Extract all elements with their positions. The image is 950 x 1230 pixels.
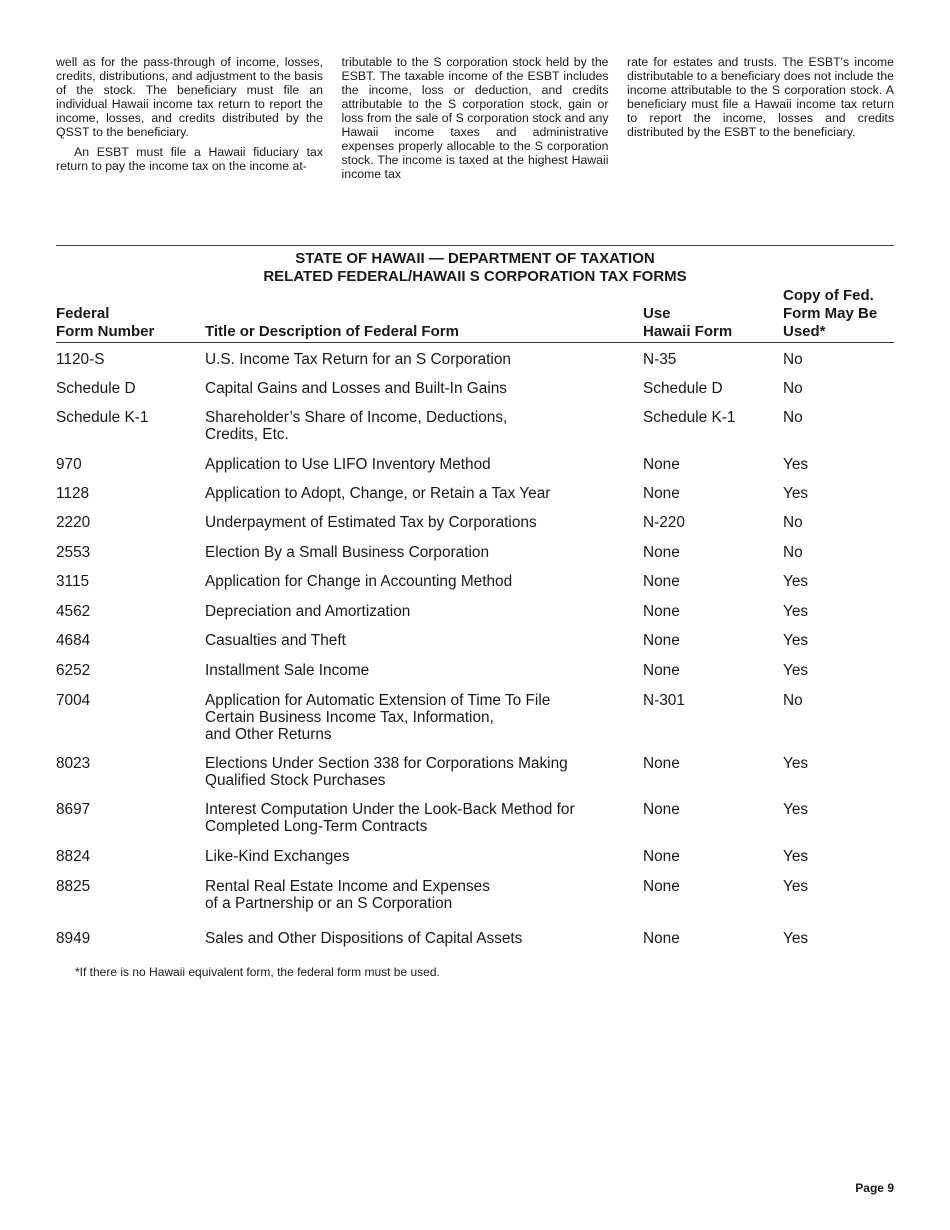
cell-hawaii-form: N-35 <box>643 351 677 368</box>
cell-hawaii-form: None <box>643 848 680 865</box>
intro-column-2 <box>342 55 609 181</box>
table-row <box>56 662 894 692</box>
header-copy-fed-form <box>783 287 877 341</box>
table-row <box>56 755 894 801</box>
header-line: Form Number <box>56 323 155 340</box>
cell-form-title <box>205 380 615 397</box>
cell-hawaii-form: None <box>643 544 680 561</box>
header-line: Used* <box>783 323 826 340</box>
cell-copy-allowed: Yes <box>783 801 809 818</box>
cell-title-line: Casualties and Theft <box>205 632 346 649</box>
cell-copy-allowed: No <box>783 380 803 397</box>
cell-title-line: and Other Returns <box>205 726 332 743</box>
cell-title-line: Rental Real Estate Income and Expenses <box>205 878 490 895</box>
header-line: Use <box>643 305 671 322</box>
cell-form-number: 3115 <box>56 573 90 590</box>
table-row <box>56 351 894 380</box>
cell-title-line: Like-Kind Exchanges <box>205 848 350 865</box>
cell-copy-allowed: Yes <box>783 603 809 620</box>
header-line: Copy of Fed. <box>783 287 874 304</box>
cell-copy-allowed: No <box>783 692 803 709</box>
cell-form-number: 2553 <box>56 544 91 561</box>
page-number: Page 9 <box>855 1181 894 1195</box>
cell-form-number: Schedule D <box>56 380 136 397</box>
table-row <box>56 930 894 960</box>
intro-text-columns <box>56 55 894 181</box>
table-row <box>56 801 894 848</box>
cell-form-number: 1120-S <box>56 351 105 368</box>
cell-form-number: 8824 <box>56 848 91 865</box>
cell-form-title <box>205 603 615 620</box>
cell-hawaii-form: N-301 <box>643 692 685 709</box>
cell-hawaii-form: Schedule D <box>643 380 723 397</box>
cell-hawaii-form: None <box>643 603 680 620</box>
header-title-description <box>205 323 459 341</box>
cell-copy-allowed: No <box>783 514 803 531</box>
table-row <box>56 544 894 573</box>
cell-form-number: 2220 <box>56 514 91 531</box>
cell-hawaii-form: None <box>643 878 680 895</box>
cell-title-line: of a Partnership or an S Corporation <box>205 895 453 912</box>
table-row <box>56 573 894 603</box>
cell-form-title <box>205 930 615 947</box>
section-divider <box>56 245 894 246</box>
intro-column-3 <box>627 55 894 181</box>
cell-title-line: Interest Computation Under the Look-Back Method for <box>205 801 575 818</box>
cell-title-line: Election By a Small Business Corporation <box>205 544 490 561</box>
header-federal-form-number <box>56 305 154 341</box>
intro-paragraph: An ESBT must file a Hawaii fiduciary tax return to pay the income tax on the income at- <box>56 145 323 173</box>
table-row <box>56 485 894 514</box>
table-row <box>56 380 894 409</box>
cell-form-title <box>205 632 615 649</box>
cell-title-line: Certain Business Income Tax, Information, <box>205 709 494 726</box>
table-row <box>56 514 894 544</box>
intro-column-1 <box>56 55 323 181</box>
cell-form-title <box>205 692 615 743</box>
cell-form-number: 970 <box>56 456 82 473</box>
cell-form-number: 7004 <box>56 692 91 709</box>
cell-hawaii-form: None <box>643 573 680 590</box>
table-body <box>56 351 894 960</box>
cell-hawaii-form: None <box>643 456 680 473</box>
cell-title-line: Application for Change in Accounting Method <box>205 573 513 590</box>
cell-title-line: Installment Sale Income <box>205 662 370 679</box>
cell-title-line: Completed Long-Term Contracts <box>205 818 428 835</box>
header-line: Form May Be <box>783 305 878 322</box>
cell-copy-allowed: Yes <box>783 573 809 590</box>
table-row <box>56 409 894 456</box>
cell-title-line: Shareholder’s Share of Income, Deductions, <box>205 409 508 426</box>
cell-copy-allowed: Yes <box>783 456 809 473</box>
cell-copy-allowed: No <box>783 409 803 426</box>
cell-form-number: 4562 <box>56 603 91 620</box>
cell-form-number: 8697 <box>56 801 91 818</box>
cell-title-line: Depreciation and Amortization <box>205 603 411 620</box>
cell-copy-allowed: No <box>783 544 803 561</box>
cell-copy-allowed: Yes <box>783 848 809 865</box>
cell-hawaii-form: N-220 <box>643 514 685 531</box>
cell-hawaii-form: None <box>643 485 680 502</box>
cell-form-number: 8023 <box>56 755 91 772</box>
cell-form-number: 8949 <box>56 930 91 947</box>
cell-copy-allowed: Yes <box>783 755 809 772</box>
cell-hawaii-form: None <box>643 801 680 818</box>
cell-title-line: Credits, Etc. <box>205 426 289 443</box>
cell-form-number: 8825 <box>56 878 91 895</box>
cell-title-line: Elections Under Section 338 for Corporations Making <box>205 755 568 772</box>
cell-title-line: Application to Adopt, Change, or Retain a Tax Year <box>205 485 551 502</box>
cell-copy-allowed: Yes <box>783 930 809 947</box>
cell-form-title <box>205 662 615 679</box>
header-use-hawaii-form <box>643 305 732 341</box>
table-header <box>56 288 894 343</box>
cell-form-title <box>205 573 615 590</box>
table-row <box>56 632 894 662</box>
cell-hawaii-form: Schedule K-1 <box>643 409 736 426</box>
cell-form-title <box>205 456 615 473</box>
cell-title-line: Application for Automatic Extension of Time To File <box>205 692 551 709</box>
cell-title-line: Underpayment of Estimated Tax by Corporations <box>205 514 537 531</box>
table-row <box>56 456 894 485</box>
intro-paragraph: rate for estates and trusts. The ESBT's income distributable to a beneficiary does not include the income attributable to the S corporation stock. A beneficiary must file a Hawaii income tax return to report the income, losses and credits distributed by the ESBT to the beneficiary. <box>627 55 894 139</box>
cell-hawaii-form: None <box>643 662 680 679</box>
cell-title-line: Qualified Stock Purchases <box>205 772 386 789</box>
cell-form-title <box>205 485 615 502</box>
table-row <box>56 878 894 930</box>
cell-form-title <box>205 848 615 865</box>
cell-form-number: Schedule K-1 <box>56 409 149 426</box>
cell-copy-allowed: No <box>783 351 803 368</box>
table-row <box>56 848 894 878</box>
table-title-line-1: STATE OF HAWAII — DEPARTMENT OF TAXATION <box>295 250 655 267</box>
cell-copy-allowed: Yes <box>783 632 809 649</box>
header-line: Title or Description of Federal Form <box>205 323 459 340</box>
table-footnote: *If there is no Hawaii equivalent form, the federal form must be used. <box>75 965 440 979</box>
intro-paragraph: tributable to the S corporation stock held by the ESBT. The taxable income of the ESBT includes the income, loss or deduction, and credits attributable to the S corporation stock, gain or loss from the sale of S corporation stock and any Hawaii income taxes and administrative expenses properly allocable to the S corporation stock. The income is taxed at the highest Hawaii income tax <box>341 55 609 181</box>
cell-hawaii-form: None <box>643 755 680 772</box>
table-row <box>56 603 894 632</box>
cell-form-title <box>205 801 615 835</box>
header-line: Federal <box>56 305 110 322</box>
cell-form-number: 6252 <box>56 662 91 679</box>
table-title-line-2: RELATED FEDERAL/HAWAII S CORPORATION TAX FORMS <box>263 268 687 285</box>
cell-hawaii-form: None <box>643 930 680 947</box>
cell-copy-allowed: Yes <box>783 662 809 679</box>
cell-form-title <box>205 409 615 443</box>
cell-form-title <box>205 755 615 789</box>
cell-copy-allowed: Yes <box>783 485 809 502</box>
cell-form-number: 1128 <box>56 485 90 502</box>
table-title <box>56 250 894 286</box>
cell-form-title <box>205 544 615 561</box>
table-row <box>56 692 894 755</box>
intro-paragraph: well as for the pass-through of income, losses, credits, distributions, and adjustment to the basis of the stock. The beneficiary must file an individual Hawaii income tax return to report the income, losses, and credits distributed by the QSST to the beneficiary. <box>56 55 323 139</box>
cell-title-line: Capital Gains and Losses and Built-In Gains <box>205 380 507 397</box>
cell-form-title <box>205 878 615 912</box>
cell-copy-allowed: Yes <box>783 878 809 895</box>
cell-form-title <box>205 351 615 368</box>
cell-title-line: U.S. Income Tax Return for an S Corporation <box>205 351 511 368</box>
cell-form-title <box>205 514 615 531</box>
header-line: Hawaii Form <box>643 323 733 340</box>
cell-title-line: Sales and Other Dispositions of Capital Assets <box>205 930 523 947</box>
cell-form-number: 4684 <box>56 632 91 649</box>
cell-hawaii-form: None <box>643 632 680 649</box>
cell-title-line: Application to Use LIFO Inventory Method <box>205 456 491 473</box>
